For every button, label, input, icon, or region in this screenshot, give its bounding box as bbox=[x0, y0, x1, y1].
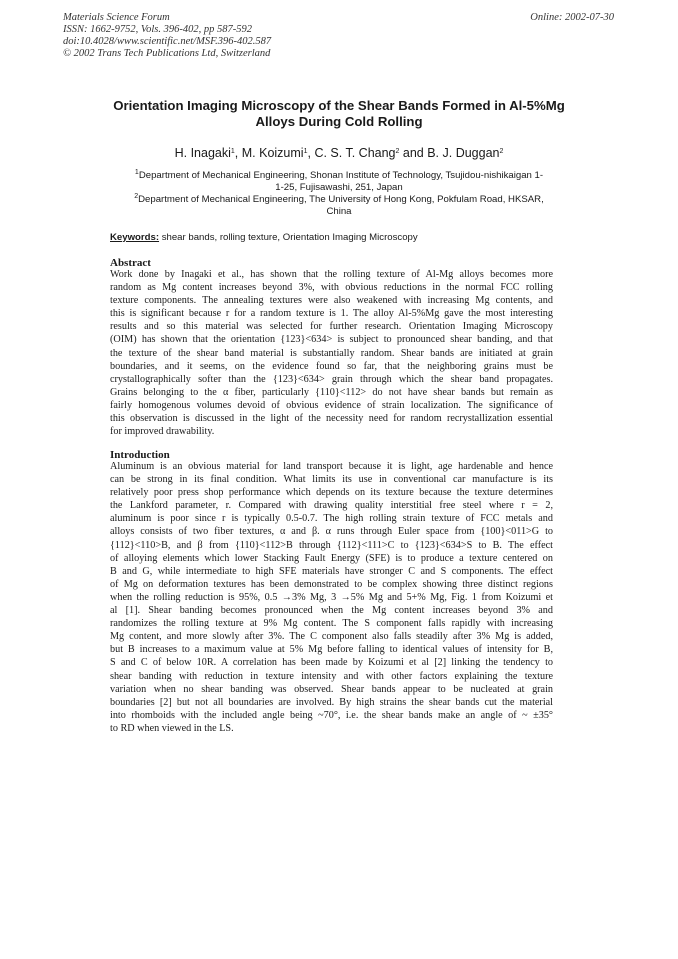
doi-line: doi:10.4028/www.scientific.net/MSF.396-402.587 bbox=[63, 36, 272, 47]
abstract-heading: Abstract bbox=[110, 257, 151, 269]
introduction-line: when the rolling reduction is 95%, 0.5 →3% Mg, 3 →5% Mg and 5+% Mg, Fig. 1 from Koizumi et bbox=[110, 591, 553, 603]
journal-info bbox=[63, 12, 271, 60]
author-separator: and bbox=[399, 146, 428, 160]
affiliation-1 bbox=[110, 170, 568, 194]
introduction-line: boundaries [2] but not all boundaries are involved. By high strains the shear bands cut the material bbox=[110, 696, 553, 708]
author-name: B. J. Duggan bbox=[427, 146, 500, 160]
abstract-line: the texture of the shear band material is substantially random. Shear bands are initiated at grain bbox=[110, 347, 553, 359]
introduction-line: but B increases to a maximum value at 5% Mg before falling to identical values of intensity for B, bbox=[110, 644, 553, 656]
author-affiliation-mark: 1 bbox=[303, 148, 308, 155]
introduction-line: can be strong in its final condition. What limits its use in conventional car manufacture is its bbox=[110, 474, 553, 486]
issn-line: ISSN: 1662-9752, Vols. 396-402, pp 587-592 bbox=[63, 24, 252, 35]
abstract-line: crystallographically softer than the {123}<634> grain through which the shear band propagates. bbox=[110, 373, 553, 385]
introduction-line: Mg content, and more slowly after 3%. The C component also falls steadily after 3% Mg is added, bbox=[110, 631, 553, 643]
online-date: Online: 2002-07-30 bbox=[530, 12, 614, 23]
introduction-line: of Mg on deformation textures has been demonstrated to be complex showing three distinct regions bbox=[110, 578, 553, 590]
introduction-line: randomizes the rolling texture at 9% Mg content. The S component falls rapidly with increasing bbox=[110, 618, 553, 630]
abstract-line: this is significant because r for a random texture is 1. The alloy Al-5%Mg gave the most interesting bbox=[110, 308, 553, 320]
affiliation-line: 1-25, Fujisawashi, 251, Japan bbox=[275, 182, 403, 193]
title-line: Orientation Imaging Microscopy of the Shear Bands Formed in Al-5%Mg bbox=[113, 98, 565, 113]
author-separator: , bbox=[234, 146, 242, 160]
author-affiliation-mark: 2 bbox=[395, 148, 400, 155]
author-list bbox=[100, 146, 578, 161]
affiliation-line: China bbox=[326, 206, 352, 217]
introduction-heading: Introduction bbox=[110, 449, 170, 461]
affiliation-line bbox=[110, 170, 568, 182]
author-name: C. S. T. Chang bbox=[314, 146, 396, 160]
introduction-body bbox=[110, 460, 553, 735]
introduction-line: {112}<110>B, and β from {110}<112>B through {112}<111>C to {123}<634>S to B. The effect bbox=[110, 539, 553, 551]
affiliation-text: Department of Mechanical Engineering, Shonan Institute of Technology, Tsujidou-nishikaigan 1- bbox=[138, 170, 544, 181]
abstract-line: random as Mg content increases beyond 3%, with obvious reductions in the normal FCC rolling bbox=[110, 282, 553, 294]
paper-title bbox=[100, 98, 578, 130]
introduction-line: to RD when viewed in the LS. bbox=[110, 722, 234, 734]
introduction-line: relatively poor press shop performance which depends on its texture because the texture determines bbox=[110, 487, 553, 499]
introduction-line: variation when no shear banding was observed. Shear bands appear to be nucleated at grain bbox=[110, 683, 553, 695]
title-line: Alloys During Cold Rolling bbox=[255, 114, 423, 129]
affiliation-2 bbox=[110, 194, 568, 218]
keywords bbox=[110, 232, 568, 244]
introduction-line: alloys consists of two fiber textures, α and β. α runs through Euler space from {100}<011>G to bbox=[110, 526, 553, 538]
abstract-line: Grains belonging to the α fiber, particularly {110}<112> do not have shear bands but remain as bbox=[110, 386, 553, 398]
affiliation-text: Department of Mechanical Engineering, The University of Hong Kong, Pokfulam Road, HKSAR, bbox=[138, 194, 544, 205]
abstract-line: fairly homogenous volumes devoid of obvious evidence of strain localization. The significance of bbox=[110, 399, 553, 411]
abstract-line: texture components. The annealing textures were also weakened with increasing Mg contents, and bbox=[110, 295, 553, 307]
journal-name: Materials Science Forum bbox=[63, 12, 170, 23]
abstract-line: this observation is discussed in the light of the necessity need for random recrystallization essential bbox=[110, 413, 553, 425]
abstract-line: results and so this material was selected for further research. Orientation Imaging Microscopy bbox=[110, 321, 553, 333]
author-name: M. Koizumi bbox=[241, 146, 304, 160]
abstract-body bbox=[110, 268, 553, 438]
keywords-label: Keywords: bbox=[110, 232, 160, 243]
introduction-line: B and G, while intermediate to high SFE materials have stronger C and S components. The effect bbox=[110, 565, 553, 577]
introduction-line: S and C of below 10R. A correlation has been made by Koizumi et al [2] linking the tendency to bbox=[110, 657, 553, 669]
introduction-line: shear banding with reduction in texture intensity and with other factors explaining the texture bbox=[110, 670, 553, 682]
introduction-line: aluminum is poor since r is typically 0.5-0.7. The high rolling strain texture of FCC metals and bbox=[110, 513, 553, 525]
author-affiliation-mark: 1 bbox=[230, 148, 235, 155]
copyright-line: © 2002 Trans Tech Publications Ltd, Switzerland bbox=[63, 48, 271, 59]
affiliation-mark: 2 bbox=[134, 193, 139, 200]
author-name: H. Inagaki bbox=[174, 146, 231, 160]
author-affiliation-mark: 2 bbox=[499, 148, 504, 155]
abstract-line: boundaries, and it seems, on the evidence found so far, that the neighboring grains must be bbox=[110, 360, 553, 372]
author-separator: , bbox=[307, 146, 315, 160]
keywords-text: shear bands, rolling texture, Orientation Imaging Microscopy bbox=[159, 232, 418, 243]
introduction-line: Aluminum is an obvious material for land transport because it is light, age hardenable and hence bbox=[110, 461, 553, 472]
introduction-line: into rhomboids with the included angle being ~70°, i.e. the shear bands make an angle of ~ ±35° bbox=[110, 709, 553, 721]
affiliation-line bbox=[110, 194, 568, 206]
introduction-line: of alloying elements which lower Stacking Fault Energy (SFE) is to produce a texture centered on bbox=[110, 552, 553, 564]
abstract-line: for improved drawability. bbox=[110, 426, 215, 438]
abstract-line: Work done by Inagaki et al., has shown that the rolling texture of Al-Mg alloys becomes more bbox=[110, 269, 553, 280]
introduction-line: al [1]. Shear banding becomes pronounced when the Mg content increases beyond 3% and bbox=[110, 605, 553, 617]
affiliation-mark: 1 bbox=[134, 169, 139, 176]
introduction-line: the Lankford parameter, r. Compared with drawing quality interstitial free steel where r = 2, bbox=[110, 500, 553, 512]
abstract-line: (OIM) has shown that the orientation {123}<634> is subject to pronounced shear banding, and that bbox=[110, 334, 553, 346]
